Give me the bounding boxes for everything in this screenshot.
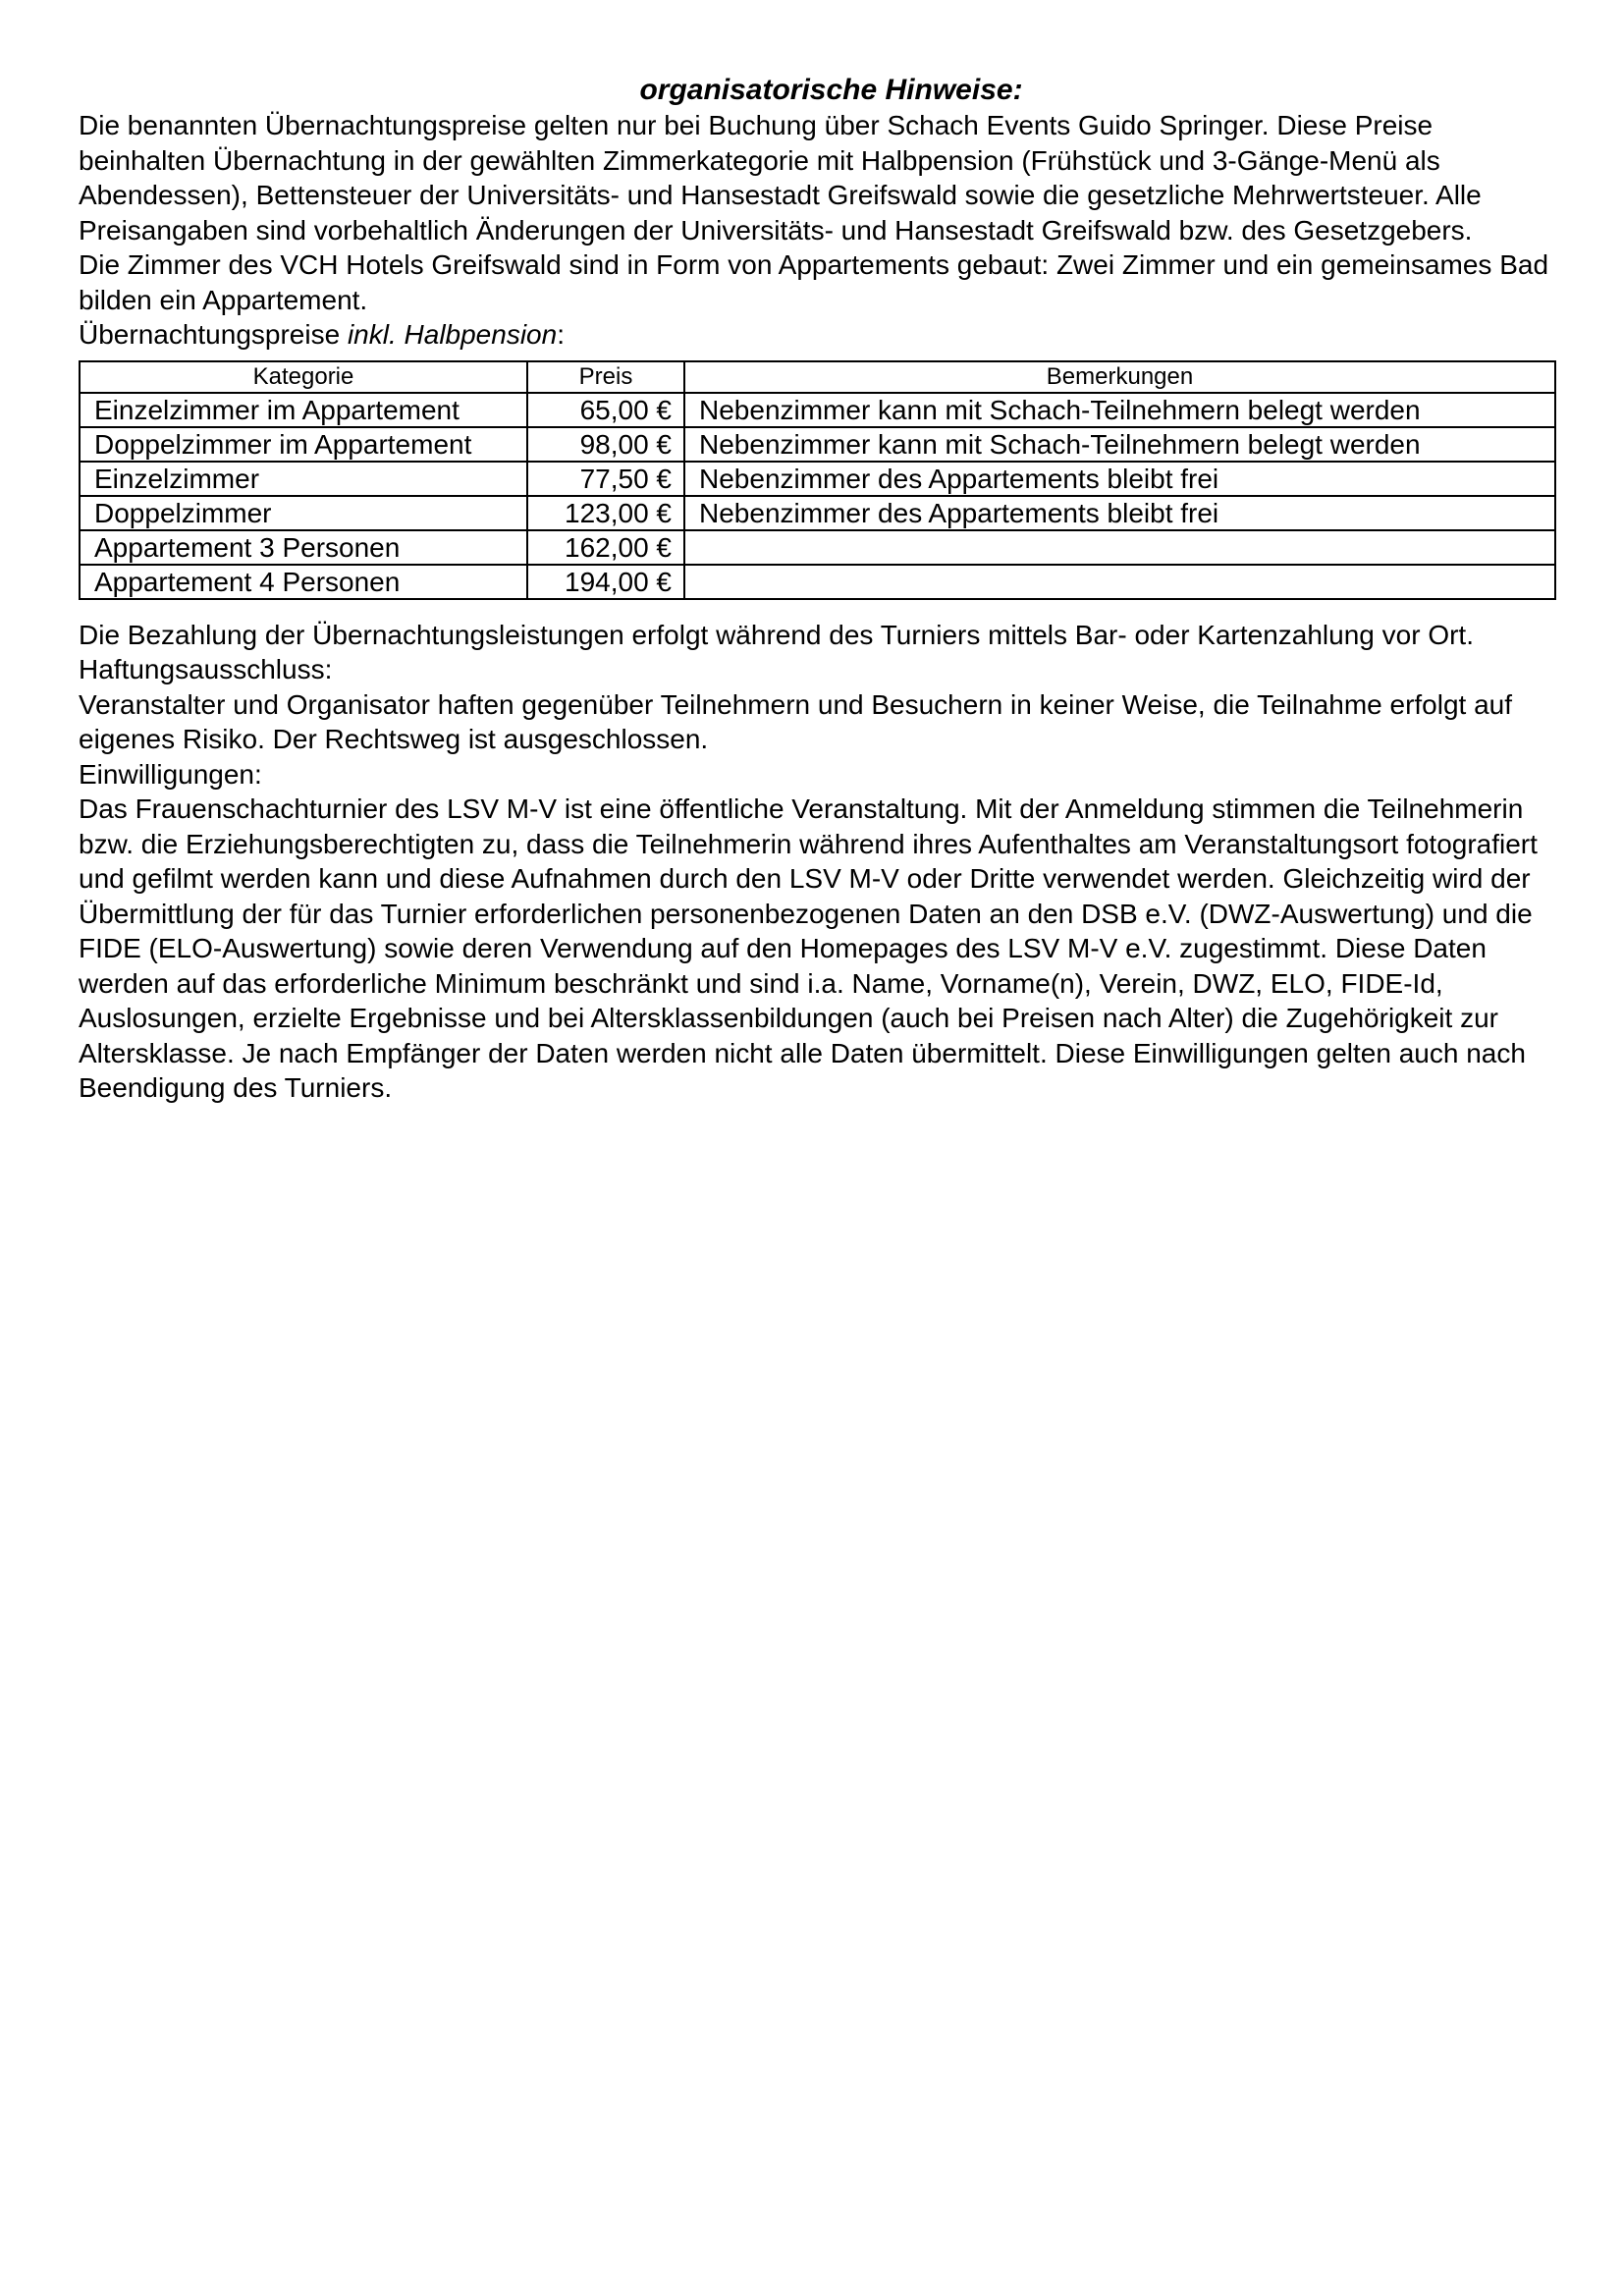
cell-kategorie: Doppelzimmer im Appartement: [80, 427, 527, 462]
cell-kategorie: Einzelzimmer im Appartement: [80, 393, 527, 427]
document-page: [79, 73, 1556, 1106]
price-table: [79, 360, 1556, 600]
caption-italic: inkl. Halbpension: [347, 319, 558, 350]
cell-kategorie: Doppelzimmer: [80, 496, 527, 530]
page-title: organisatorische Hinweise:: [639, 74, 1023, 106]
price-table-header-row: [80, 361, 1555, 393]
cell-preis: 65,00 €: [527, 393, 684, 427]
cell-bemerkungen: Nebenzimmer des Appartements bleibt frei: [684, 496, 1555, 530]
cell-bemerkungen: [684, 565, 1555, 599]
cell-preis: 77,50 €: [527, 462, 684, 496]
intro-paragraph-prices: Die benannten Übernachtungspreise gelten nur bei Buchung über Schach Events Guido Springer. Diese Preise beinhalten Übernachtung in der gewählten Zimmerkategorie mit Halbpension (Frühstück und 3-Gänge-Menü als Abendessen), Bettensteuer der Universitäts- und Hansestadt Greifswald sowie die gesetzliche Mehrwertsteuer. Alle Preisangaben sind vorbehaltlich Änderungen der Universitäts- und Hansestadt Greifswald bzw. des Gesetzgebers.: [79, 110, 1482, 246]
caption-prefix: Übernachtungspreise: [79, 319, 348, 350]
liability-heading: Haftungsausschluss:: [79, 654, 333, 684]
caption-suffix: :: [557, 319, 565, 350]
cell-kategorie: Appartement 3 Personen: [80, 530, 527, 565]
table-row: [80, 565, 1555, 599]
cell-bemerkungen: Nebenzimmer des Appartements bleibt frei: [684, 462, 1555, 496]
cell-bemerkungen: Nebenzimmer kann mit Schach-Teilnehmern belegt werden: [684, 393, 1555, 427]
cell-bemerkungen: [684, 530, 1555, 565]
cell-preis: 123,00 €: [527, 496, 684, 530]
table-row: [80, 462, 1555, 496]
cell-kategorie: Appartement 4 Personen: [80, 565, 527, 599]
table-row: [80, 427, 1555, 462]
consent-paragraph: Das Frauenschachturnier des LSV M-V ist eine öffentliche Veranstaltung. Mit der Anmeldung stimmen die Teilnehmerin bzw. die Erziehungsberechtigten zu, dass die Teilnehmerin während ihres Aufenthaltes am Veranstaltungsort fotografiert und gefilmt werden kann und diese Aufnahmen durch den LSV M-V oder Dritte verwendet werden. Gleichzeitig wird der Übermittlung der für das Turnier erforderlichen personenbezogenen Daten an den DSB e.V. (DWZ-Auswertung) und die FIDE (ELO-Auswertung) sowie deren Verwendung auf den Homepages des LSV M-V e.V. zugestimmt. Diese Daten werden auf das erforderliche Minimum beschränkt und sind i.a. Name, Vorname(n), Verein, DWZ, ELO, FIDE-Id, Auslosungen, erzielte Ergebnisse und bei Altersklassenbildungen (auch bei Preisen nach Alter) die Zugehörigkeit zur Altersklasse. Je nach Empfänger der Daten werden nicht alle Daten übermittelt. Diese Einwilligungen gelten auch nach Beendigung des Turniers.: [79, 793, 1538, 1103]
cell-preis: 98,00 €: [527, 427, 684, 462]
table-row: [80, 530, 1555, 565]
table-row: [80, 496, 1555, 530]
header-preis: Preis: [527, 361, 684, 393]
table-row: [80, 393, 1555, 427]
liability-paragraph: Veranstalter und Organisator haften gegenüber Teilnehmern und Besuchern in keiner Weise, die Teilnahme erfolgt auf eigenes Risiko. Der Rechtsweg ist ausgeschlossen.: [79, 688, 1513, 754]
payment-paragraph: Die Bezahlung der Übernachtungsleistungen erfolgt während des Turniers mittels Bar- oder Kartenzahlung vor Ort.: [79, 619, 1474, 650]
intro-paragraph-rooms: Die Zimmer des VCH Hotels Greifswald sind in Form von Appartements gebaut: Zwei Zimmer und ein gemeinsames Bad bilden ein Appartement.: [79, 249, 1549, 315]
consent-heading: Einwilligungen:: [79, 758, 262, 790]
cell-kategorie: Einzelzimmer: [80, 462, 527, 496]
cell-preis: 194,00 €: [527, 565, 684, 599]
header-bemerkungen: Bemerkungen: [684, 361, 1555, 393]
price-table-caption: [79, 317, 1556, 353]
header-kategorie: Kategorie: [80, 361, 527, 393]
cell-bemerkungen: Nebenzimmer kann mit Schach-Teilnehmern belegt werden: [684, 427, 1555, 462]
cell-preis: 162,00 €: [527, 530, 684, 565]
